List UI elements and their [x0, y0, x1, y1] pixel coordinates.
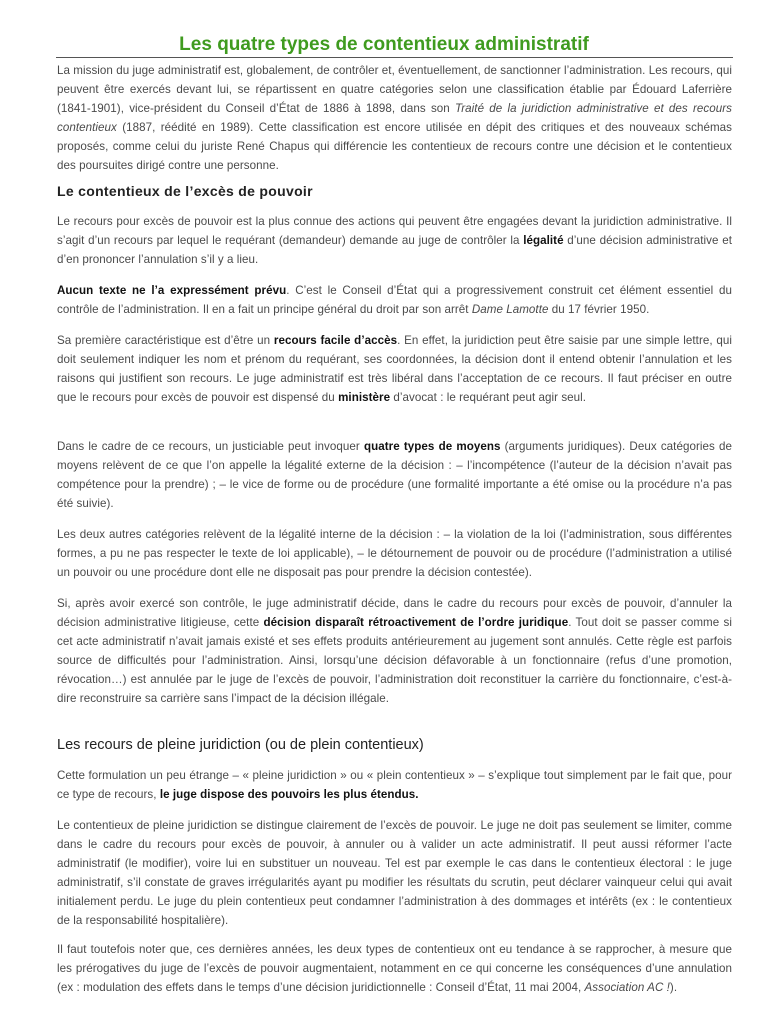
section-heading-pleine-juridiction: Les recours de pleine juridiction (ou de plein contentieux) — [57, 737, 424, 753]
bold-aucun-texte: Aucun texte ne l’a expressément prévu — [57, 284, 287, 297]
paragraph-formulation — [57, 766, 732, 804]
text: Le recours pour excès de pouvoir est la plus connue des actions qui peuvent être engagées devant la juridiction administrative. Il s’agit d’un recours par lequel le requérant (demandeur) demande au juge de contrôler la — [57, 215, 732, 247]
paragraph-recours-facile — [57, 331, 732, 407]
bold-recours-facile: recours facile d’accès — [273, 334, 398, 347]
text: . C’est le Conseil d’État qui a progressivement construit cet élément essentiel du contrôle de l’administration. Il en a fait un principe général du droit par son arrêt — [57, 284, 733, 316]
case-name-dame-lamotte: Dame Lamotte — [471, 303, 549, 316]
text: Si, après avoir exercé son contrôle, le juge administratif décide, dans le cadre du recours pour excès de pouvoir, d’annuler la décision administrative litigieuse, cette — [57, 597, 732, 629]
case-name-association-ac: Association AC ! — [584, 981, 670, 994]
text: Sa première caractéristique est d’être un — [57, 334, 274, 347]
text: (arguments juridiques). Deux catégories de moyens relèvent de ce que l’on appelle la légalité externe de la décision : – l’incompétence (l’auteur de la décision n’avait pas compétence pour la prendre) ; – le vice de forme ou de procédure (une formalité importante a été omise ou la procédure n’a pas été suivie). — [57, 440, 732, 510]
text: d’une décision administrative et d’en prononcer l’annulation s’il y a lieu. — [57, 234, 732, 266]
bold-legalite: légalité — [523, 234, 564, 247]
paragraph-aucun-texte — [57, 281, 732, 319]
bold-quatre-types: quatre types de moyens — [363, 440, 501, 453]
text: . Tout doit se passer comme si cet acte administratif n’avait jamais existé et ses effets produits antérieurement au jugement sont annulés. Cette règle est parfois source de difficultés pour l’administration. Ainsi, lorsqu’une décision défavorable à un fonctionnaire (refus d’une promotion, révocation…) est annulée par le juge de l’excès de pouvoir, l’administration doit reconstituer la carrière du fonctionnaire, c’est-à-dire reconstruire sa carrière sans l’impact de la décision illégale. — [57, 616, 732, 705]
page-title: Les quatre types de contentieux administratif — [179, 34, 589, 55]
intro-book-title: Traité de la juridiction administrative et des recours contentieux — [57, 102, 732, 134]
intro-paragraph — [57, 61, 732, 175]
title-underline — [56, 57, 733, 58]
bold-decision-disparait: décision disparaît rétroactivement de l’ordre juridique — [263, 616, 569, 629]
text: du 17 février 1950. — [548, 303, 650, 316]
bold-pouvoirs-etendus: le juge dispose des pouvoirs les plus étendus. — [159, 788, 419, 801]
paragraph-rapprochement — [57, 940, 732, 997]
paragraph-quatre-moyens — [57, 437, 732, 513]
section-heading-exces-de-pouvoir: Le contentieux de l’excès de pouvoir — [57, 183, 313, 199]
text: ). — [669, 981, 678, 994]
paragraph-legalite-interne: Les deux autres catégories relèvent de la légalité interne de la décision : – la violation de la loi (l’administration, sous différentes formes, a pu ne pas respecter le texte de loi applicable), – le détournement de pouvoir ou de procédure (l’administration a utilisé un pouvoir ou une procédure dont elle ne disposait pas pour prendre la décision contestée). — [57, 528, 732, 579]
text: Cette formulation un peu étrange – « pleine juridiction » ou « plein contentieux » – s’explique tout simplement par le fait que, pour ce type de recours, — [57, 769, 732, 801]
bold-ministere: ministère — [338, 391, 391, 404]
text: Dans le cadre de ce recours, un justiciable peut invoquer — [57, 440, 364, 453]
paragraph-legalite — [57, 212, 732, 269]
intro-text-1: La mission du juge administratif est, globalement, de contrôler et, éventuellement, de sanctionner l’administration. Les recours, qui peuvent être exercés devant lui, se répartissent en quatre catégories selon une classification établie par Édouard Laferrière (1841-1901), vice-président du Conseil d’État de 1886 à 1898, dans son — [57, 64, 732, 115]
text: . En effet, la juridiction peut être saisie par une simple lettre, qui doit seulement indiquer les nom et prénom du requérant, ses coordonnées, la décision dont il entend obtenir l’annulation et les raisons qui justifient son recours. Le juge administratif est très libéral dans l’acceptation de ce recours. Il faut préciser en outre que le recours pour excès de pouvoir est dispensé du — [57, 334, 732, 404]
intro-text-2: (1887, réédité en 1989). Cette classification est encore utilisée en dépit des critiques et des nouveaux schémas proposés, comme celui du juriste René Chapus qui différencie les contentieux de recours contre une décision et le contentieux des poursuites dirigé contre une personne. — [57, 121, 732, 172]
paragraph-pleine-juridiction: Le contentieux de pleine juridiction se distingue clairement de l’excès de pouvoir. Le juge ne doit pas seulement se limiter, comme dans le cadre du recours pour excès de pouvoir, à annuler ou à valider un acte administratif. Il peut aussi réformer l’acte administratif (le modifier), voire lui en substituer un nouveau. Tel est par exemple le cas dans le contentieux électoral : le juge administratif, s’il constate de graves irrégularités ayant pu modifier les résultats du scrutin, peut déclarer vainqueur celui qui avait initialement perdu. Le juge du plein contentieux peut condamner l’administration à des dommages et intérêts (ex : le contentieux de la responsabilité hospitalière). — [57, 819, 732, 927]
text: Il faut toutefois noter que, ces dernières années, les deux types de contentieux ont eu tendance à se rapprocher, à mesure que les prérogatives du juge de l’excès de pouvoir augmentaient, notamment en ce qui concerne les conséquences d’une annulation (ex : modulation des effets dans le temps d’une décision juridictionnelle : Conseil d’État, 11 mai 2004, — [57, 943, 732, 994]
paragraph-annulation — [57, 594, 732, 708]
text: d’avocat : le requérant peut agir seul. — [390, 391, 587, 404]
